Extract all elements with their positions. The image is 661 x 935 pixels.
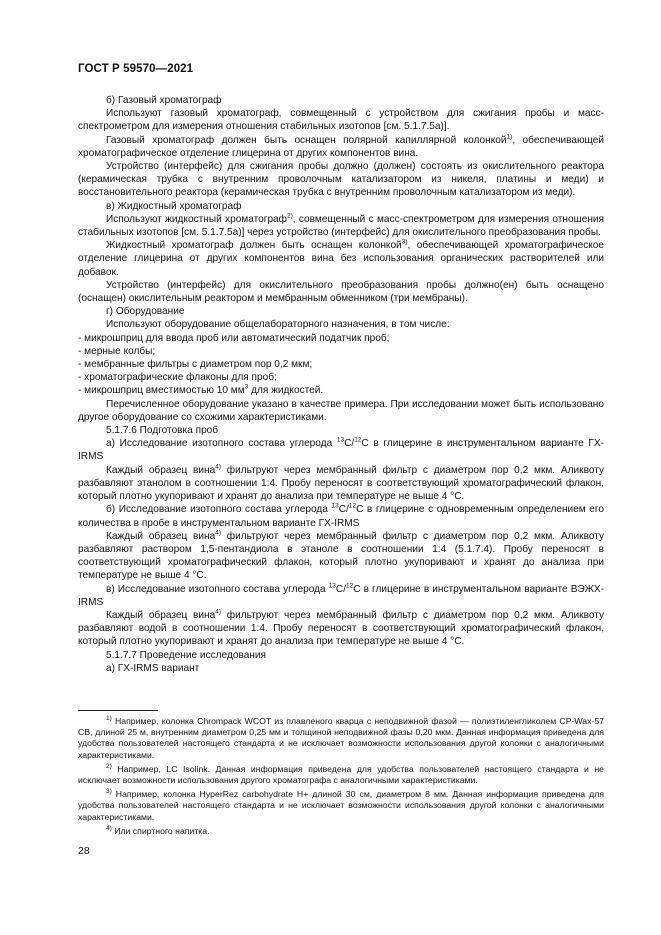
paragraph: 5.1.7.6 Подготовка проб xyxy=(106,425,219,437)
footnote-divider xyxy=(78,710,158,711)
paragraph: - мерные колбы; xyxy=(78,345,156,357)
document-header: ГОСТ Р 59570—2021 xyxy=(78,63,194,75)
paragraph: а) ГХ-IRMS вариант xyxy=(106,662,200,674)
paragraph: - хроматографические флаконы для проб; xyxy=(78,372,277,384)
paragraph: Каждый образец вина$^{4)}$ фильтруют через мембранный фильтр с диаметром пор 0,2 мкм. Аликвоту разбавляют этанолом в соотношении 1:4. Пробу переносят в соответствующий хроматографический флакон, который плотно укупоривают и хранят до анализа при температуре не выше 4 °С. xyxy=(78,463,604,503)
footnote: $^{3)}$ Например, колонка HyperRez carbohydrate H+ длиной 30 см, диаметром 8 мм. Данная информация приведена для удобства пользователей настоящего стандарта и не исключает возможности использования другой колонки с аналогичными характеристиками. xyxy=(78,788,604,822)
paragraph: Каждый образец вина$^{4)}$ фильтруют через мембранный фильтр с диаметром пор 0,2 мкм. Аликвоту разбавляют водой в соотношении 1:4. Пробу переносят в соответствующий хроматографический флакон, который плотно укупоривают и хранят до анализа при температуре не выше 4 °С. xyxy=(78,608,604,648)
page-number: 28 xyxy=(78,845,90,857)
footnote: $^{2)}$ Например, LC Isolink. Данная информация приведена для удобства пользователей настоящего стандарта и не исключает возможности использования другого хроматографа с аналогичными характеристиками. xyxy=(78,762,604,786)
footnote: $^{1)}$ Например, колонка Chrompack WCOT из плавленого кварца с неподвижной фазой — полиэтиленгликолем CP-Wax-57 CB, длиной 25 м, внутренним диаметром 0,25 мм и толщиной неподвижной фазы 0,20 мкм. Данная информация приведена для удобства пользователей настоящего стандарта и не исключает возможности использования другой колонки с аналогичными характеристиками. xyxy=(78,715,604,760)
paragraph: Каждый образец вина$^{4)}$ фильтруют через мембранный фильтр с диаметром пор 0,2 мкм. Аликвоту разбавляют раствором 1,5-пентандиола в этаноле в соотношении 1:4 (5.1.7.4). Пробу переносят в соответствующий хроматографический флакон, который плотно укупоривают и хранят до анализа при температуре не выше 4 °С. xyxy=(78,529,604,582)
paragraph: - мембранные фильтры с диаметром пор 0,2 мкм; xyxy=(78,359,313,371)
paragraph: в) Жидкостный хроматограф xyxy=(106,200,242,212)
footnote: $^{4)}$ Или спиртного напитка. xyxy=(106,824,210,836)
paragraph: б) Исследование изотопного состава углерода $^{13}$С/$^{12}$С в глицерине с одновременным определением его количества в пробе в инструментальном варианте ГХ-IRMS xyxy=(78,502,604,529)
footnotes xyxy=(78,716,604,840)
paragraph: 5.1.7.7 Проведение исследования xyxy=(106,649,266,661)
paragraph: г) Оборудование xyxy=(106,306,185,318)
paragraph: Жидкостный хроматограф должен быть оснащен колонкой$^{3)}$, обеспечивающей хроматографическое отделение глицерина от других компонентов вина без использования органических растворителей или добавок. xyxy=(78,238,604,278)
paragraph: Перечисленное оборудование указано в качестве примера. При исследовании может быть использовано другое оборудование со схожими характеристиками. xyxy=(78,398,604,423)
paragraph: Используют оборудование общелабораторного назначения, в том числе: xyxy=(106,319,450,331)
paragraph: а) Исследование изотопного состава углерода $^{13}$С/$^{12}$С в глицерине в инструментальном варианте ГХ-IRMS xyxy=(78,436,604,463)
main-text xyxy=(78,94,604,675)
paragraph: Устройство (интерфейс) для сжигания пробы должно (должен) состоять из окислительного реактора (керамическая трубка с внутренним проволочным катализатором из никеля, платины и меди) и восстановительного реактора (керамическая трубка с внутренним проволочным катализатором из меди). xyxy=(78,161,604,199)
paragraph: Используют газовый хроматограф, совмещенный с устройством для сжигания пробы и масс-спектрометром для измерения отношения стабильных изотопов [см. 5.1.7.5а)]. xyxy=(78,108,604,133)
paragraph: Устройство (интерфейс) для окислительного преобразования пробы должно(ен) быть оснащено (оснащен) окислительным реактором и мембранным обменником (три мембраны). xyxy=(78,279,604,305)
paragraph: - микрошприц вместимостью 10 $мм^3$ для жидкостей. xyxy=(78,384,324,397)
paragraph: б) Газовый хроматограф xyxy=(106,95,222,106)
paragraph: в) Исследование изотопного состава углерода $^{13}$С/$^{12}$С в глицерине в инструментальном варианте ВЭЖХ-IRMS xyxy=(78,582,604,608)
paragraph: Используют жидкостный хроматограф$^{2)}$, совмещенный с масс-спектрометром для измерения отношения стабильных изотопов [см. 5.1.7.5а)] через устройство (интерфейс) для окислительного преобразования пробы. xyxy=(78,212,605,239)
paragraph: - микрошприц для ввода проб или автоматический податчик проб; xyxy=(78,332,390,344)
paragraph: Газовый хроматограф должен быть оснащен полярной капиллярной колонкой$^{1)}$, обеспечивающей хроматографическое отделение глицерина от других компонентов вина. xyxy=(78,133,604,159)
